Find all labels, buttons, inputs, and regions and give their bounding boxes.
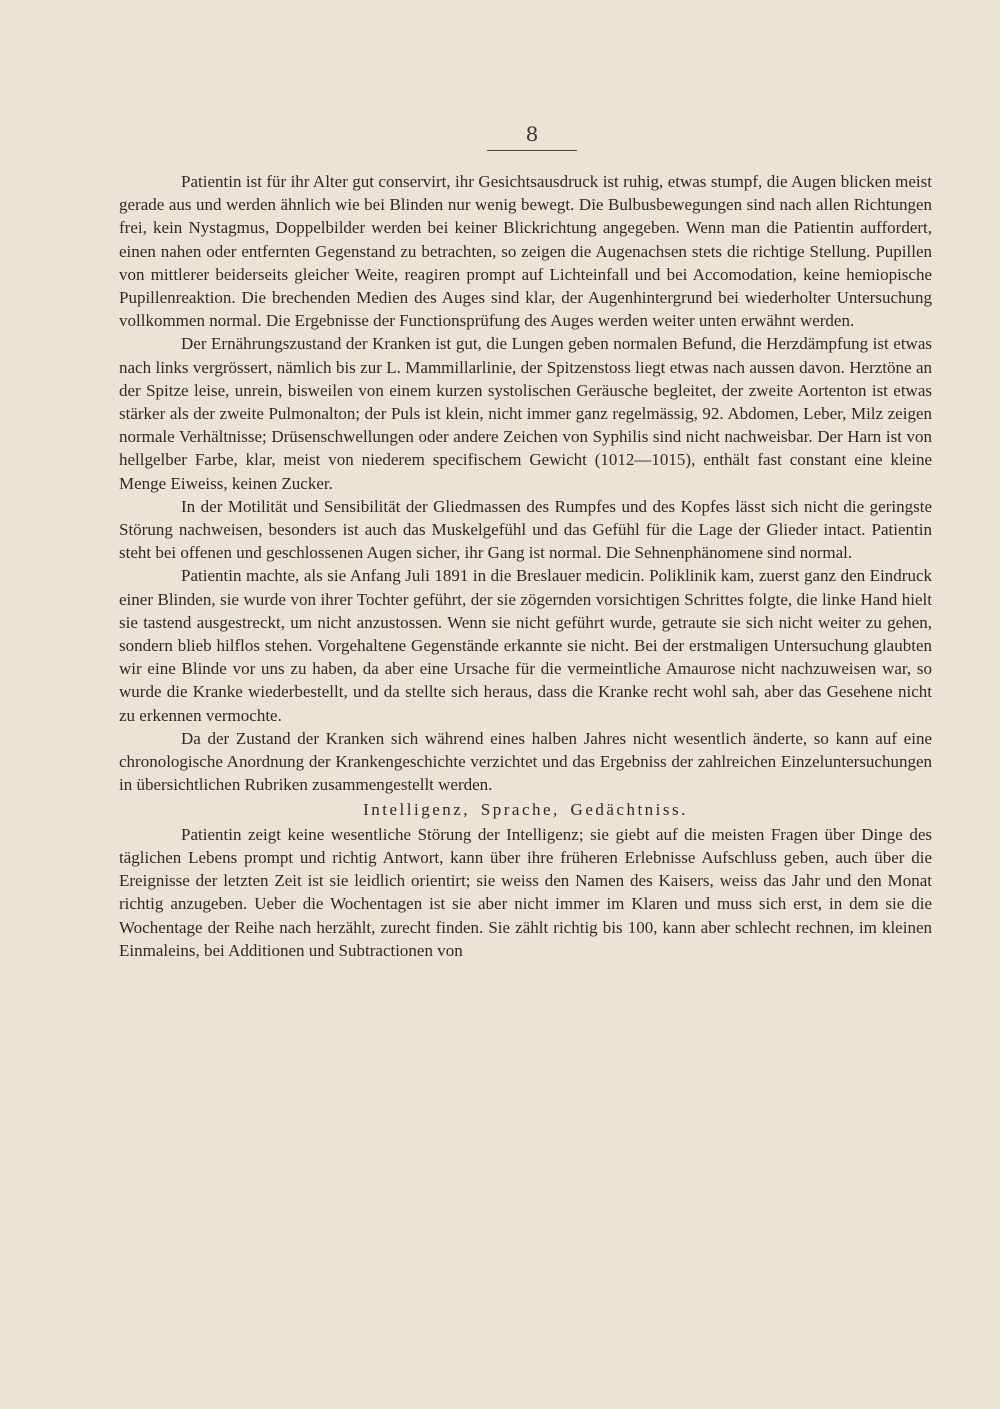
section-heading: Intelligenz, Sprache, Gedächtniss. <box>363 800 688 820</box>
paragraph-eye-findings: Patientin ist für ihr Alter gut conservirt, ihr Gesichtsausdruck ist ruhig, etwas stumpf, die Augen blicken meist gerade aus und werden ähnlich wie bei Blinden nur wenig bewegt. Die Bulbusbewegungen sind nach allen Richtungen frei, kein Nystagmus, Doppelbilder werden bei keiner Blickrichtung angegeben. Wenn man die Patientin auffordert, einen nahen oder entfernten Gegenstand zu betrachten, so zeigen die Augenachsen stets die richtige Stellung. Pupillen von mittlerer beiderseits gleicher Weite, reagiren prompt auf Lichteinfall und bei Accomodation, keine hemiopische Pupillenreaktion. Die brechenden Medien des Auges sind klar, der Augenhintergrund bei wiederholter Untersuchung vollkommen normal. Die Ergebnisse der Functionsprüfung des Auges werden weiter unten erwähnt werden. <box>119 172 932 331</box>
page-number-rule <box>487 150 577 151</box>
paragraph-course: Da der Zustand der Kranken sich während eines halben Jahres nicht wesentlich änderte, so kann auf eine chronologische Anordnung der Krankengeschichte verzichtet und das Ergebniss der zahlreichen Einzeluntersuchungen in übersichtlichen Rubriken zusammengestellt werden. <box>119 728 932 795</box>
paragraph-general-condition: Der Ernährungszustand der Kranken ist gut, die Lungen geben normalen Befund, die Herzdämpfung ist etwas nach links vergrössert, nämlich bis zur L. Mammillarlinie, der Spitzenstoss liegt etwas nach aussen davon. Herztöne an der Spitze leise, unrein, bisweilen von einem kurzen systolischen Geräusche begleitet, der zweite Aortenton ist etwas stärker als der zweite Pulmonalton; der Puls ist klein, nicht immer ganz regelmässig, 92. Abdomen, Leber, Milz zeigen normale Verhältnisse; Drüsenschwellungen oder andere Zeichen von Syphilis sind nicht nachweisbar. Der Harn ist von hellgelber Farbe, klar, meist von niederem specifischem Gewicht (1012—1015), enthält fast constant eine kleine Menge Eiweiss, keinen Zucker. <box>119 334 932 493</box>
page-number: 8 <box>525 122 539 146</box>
paragraph-motility: In der Motilität und Sensibilität der Gliedmassen des Rumpfes und des Kopfes lässt sich nicht die geringste Störung nachweisen, besonders ist auch das Muskelgefühl und das Gefühl für die Lage der Glieder intact. Patientin steht bei offenen und geschlossenen Augen sicher, ihr Gang ist normal. Die Sehnenphänomene sind normal. <box>119 496 932 563</box>
body-text <box>119 170 932 962</box>
paragraph-first-impression: Patientin machte, als sie Anfang Juli 1891 in die Breslauer medicin. Poliklinik kam, zuerst ganz den Eindruck einer Blinden, sie wurde von ihrer Tochter geführt, der sie zögernden vorsichtigen Schrittes folgte, die linke Hand hielt sie tastend ausgestreckt, um nicht anzustossen. Wenn sie nicht geführt wurde, getraute sie sich nicht weiter zu gehen, sondern blieb hilflos stehen. Vorgehaltene Gegenstände erkannte sie nicht. Bei der erstmaligen Untersuchung glaubten wir eine Blinde vor uns zu haben, da aber eine Ursache für die vermeintliche Amaurose nicht nachzuweisen war, so wurde die Kranke wiederbestellt, und da stellte sich heraus, dass die Kranke recht wohl sah, aber das Gesehene nicht zu erkennen vermochte. <box>119 566 932 725</box>
paragraph-intelligence: Patientin zeigt keine wesentliche Störung der Intelligenz; sie giebt auf die meisten Fragen über Dinge des täglichen Lebens prompt und richtig Antwort, kann über ihre früheren Erlebnisse Aufschluss geben, auch über die Ereignisse der letzten Zeit ist sie leidlich orientirt; sie weiss den Namen des Kaisers, weiss das Jahr und den Monat richtig anzugeben. Ueber die Wochentagen ist sie aber nicht immer im Klaren und muss sich erst, in dem sie die Wochentage der Reihe nach herzählt, zurecht finden. Sie zählt richtig bis 100, kann aber schlecht rechnen, im kleinen Einmaleins, bei Additionen und Subtractionen von <box>119 824 932 960</box>
